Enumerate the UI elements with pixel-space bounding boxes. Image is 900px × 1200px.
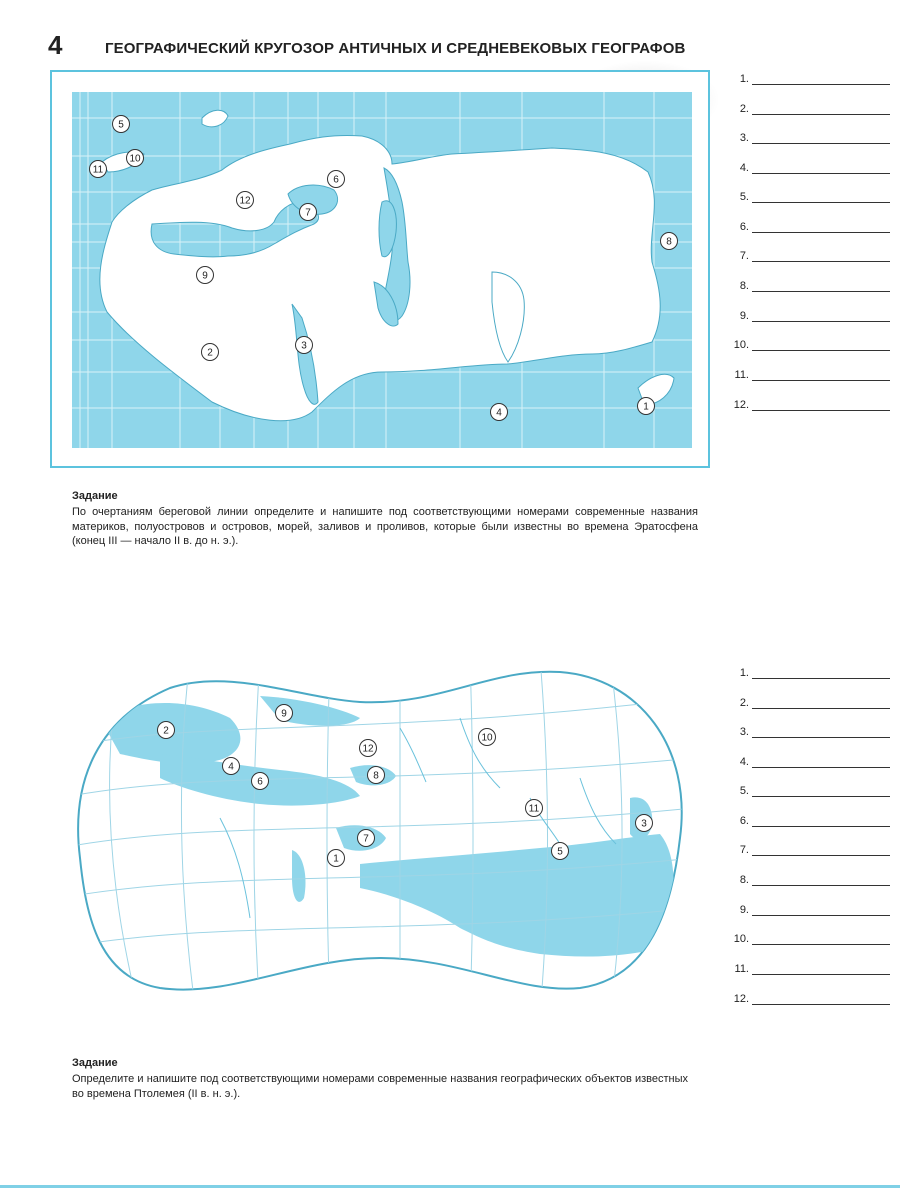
svg-text:5: 5 [118,119,124,131]
marker[interactable] [197,267,214,284]
answer-row[interactable] [730,785,890,799]
svg-text:1: 1 [643,401,649,413]
marker[interactable] [328,171,345,188]
answer-number: 11. [734,369,749,381]
svg-text:9: 9 [281,708,287,720]
answer-row[interactable] [730,162,890,176]
answer-line[interactable] [752,291,890,292]
answer-line[interactable] [752,350,890,351]
answer-row[interactable] [730,310,890,324]
answer-line[interactable] [752,410,890,411]
answer-number: 6. [739,815,749,827]
answer-line[interactable] [752,855,890,856]
marker[interactable] [113,116,130,133]
map2-answer-list [730,667,890,1007]
marker[interactable] [479,729,496,746]
map-ptolemy-svg [60,658,694,1014]
answer-row[interactable] [730,399,890,413]
map-eratosthenes-frame [50,70,710,468]
answer-line[interactable] [752,261,890,262]
answer-number: 10. [733,339,749,351]
marker[interactable] [552,843,569,860]
answer-number: 11. [734,963,749,975]
svg-text:12: 12 [239,195,251,207]
marker[interactable] [328,850,345,867]
answer-number: 7. [739,250,749,262]
answer-row[interactable] [730,874,890,888]
page-title: ГЕОГРАФИЧЕСКИЙ КРУГОЗОР АНТИЧНЫХ И СРЕДНЕВЕКОВЫХ ГЕОГРАФОВ [105,40,686,57]
task1-heading: Задание [72,490,118,502]
answer-row[interactable] [730,756,890,770]
answer-line[interactable] [752,143,890,144]
answer-row[interactable] [730,697,890,711]
marker[interactable] [300,204,317,221]
svg-text:6: 6 [257,776,263,788]
answer-number: 9. [739,310,749,322]
marker[interactable] [638,398,655,415]
answer-line[interactable] [752,232,890,233]
answer-number: 7. [739,844,749,856]
answer-row[interactable] [730,339,890,353]
answer-line[interactable] [752,944,890,945]
answer-number: 6. [739,221,749,233]
svg-text:3: 3 [301,340,307,352]
svg-text:10: 10 [481,732,493,744]
answer-line[interactable] [752,826,890,827]
answer-number: 12. [733,399,749,411]
answer-line[interactable] [752,173,890,174]
answer-row[interactable] [730,933,890,947]
svg-text:9: 9 [202,270,208,282]
svg-text:2: 2 [163,725,169,737]
answer-number: 8. [739,874,749,886]
answer-row[interactable] [730,667,890,681]
svg-text:6: 6 [333,174,339,186]
answer-row[interactable] [730,221,890,235]
page-number: 4 [48,30,63,60]
answer-line[interactable] [752,1004,890,1005]
answer-line[interactable] [752,84,890,85]
map-ptolemy [60,658,694,1014]
answer-row[interactable] [730,250,890,264]
marker[interactable] [90,161,107,178]
answer-number: 1. [739,667,749,679]
answer-number: 12. [733,993,749,1005]
answer-row[interactable] [730,815,890,829]
answer-row[interactable] [730,844,890,858]
map-eratosthenes [52,72,708,466]
answer-number: 9. [739,904,749,916]
svg-text:4: 4 [496,407,502,419]
svg-text:2: 2 [207,347,213,359]
marker[interactable] [526,800,543,817]
answer-line[interactable] [752,380,890,381]
answer-number: 10. [733,933,749,945]
answer-row[interactable] [730,904,890,918]
answer-line[interactable] [752,737,890,738]
answer-row[interactable] [730,191,890,205]
marker[interactable] [368,767,385,784]
marker[interactable] [636,815,653,832]
task2-heading: Задание [72,1057,118,1069]
answer-number: 2. [739,697,749,709]
answer-row[interactable] [730,993,890,1007]
bottom-rule [0,1185,900,1188]
marker[interactable] [158,722,175,739]
answer-number: 5. [739,785,749,797]
answer-line[interactable] [752,321,890,322]
svg-text:5: 5 [557,846,563,858]
answer-line[interactable] [752,202,890,203]
svg-text:8: 8 [666,236,672,248]
answer-number: 8. [739,280,749,292]
answer-number: 3. [739,726,749,738]
answer-row[interactable] [730,369,890,383]
marker[interactable] [358,830,375,847]
answer-row[interactable] [730,963,890,977]
svg-text:8: 8 [373,770,379,782]
answer-row[interactable] [730,726,890,740]
answer-number: 2. [739,103,749,115]
answer-number: 5. [739,191,749,203]
svg-text:11: 11 [528,803,540,815]
marker[interactable] [360,740,377,757]
answer-line[interactable] [752,974,890,975]
map1-answer-list [730,73,890,413]
answer-number: 4. [739,756,749,768]
svg-text:1: 1 [333,853,339,865]
marker[interactable] [296,337,313,354]
marker[interactable] [223,758,240,775]
marker[interactable] [276,705,293,722]
svg-text:10: 10 [129,153,141,165]
svg-text:3: 3 [641,818,647,830]
answer-line[interactable] [752,708,890,709]
svg-text:4: 4 [228,761,234,773]
svg-text:7: 7 [363,833,369,845]
answer-number: 1. [739,73,749,85]
answer-row[interactable] [730,280,890,294]
answer-number: 4. [739,162,749,174]
answer-line[interactable] [752,767,890,768]
svg-text:7: 7 [305,207,311,219]
marker[interactable] [127,150,144,167]
svg-text:11: 11 [92,164,104,176]
marker[interactable] [202,344,219,361]
marker[interactable] [237,192,254,209]
answer-row[interactable] [730,103,890,117]
answer-line[interactable] [752,114,890,115]
answer-line[interactable] [752,915,890,916]
answer-line[interactable] [752,885,890,886]
answer-line[interactable] [752,796,890,797]
answer-row[interactable] [730,132,890,146]
answer-number: 3. [739,132,749,144]
svg-text:12: 12 [362,743,374,755]
answer-row[interactable] [730,73,890,87]
marker[interactable] [491,404,508,421]
marker[interactable] [661,233,678,250]
answer-line[interactable] [752,678,890,679]
marker[interactable] [252,773,269,790]
task1-text: По очертаниям береговой линии определите и напишите под соответствующими номерами современные названия материков, полуостровов и островов, морей, заливов и проливов, которые были известны во времена Эратосфена (конец III — начало II в. до н. э.). [72,506,698,547]
task2-text: Определите и напишите под соответствующими номерами современные названия географических объектов известных во времена Птолемея (II в. н. э.). [72,1073,688,1100]
